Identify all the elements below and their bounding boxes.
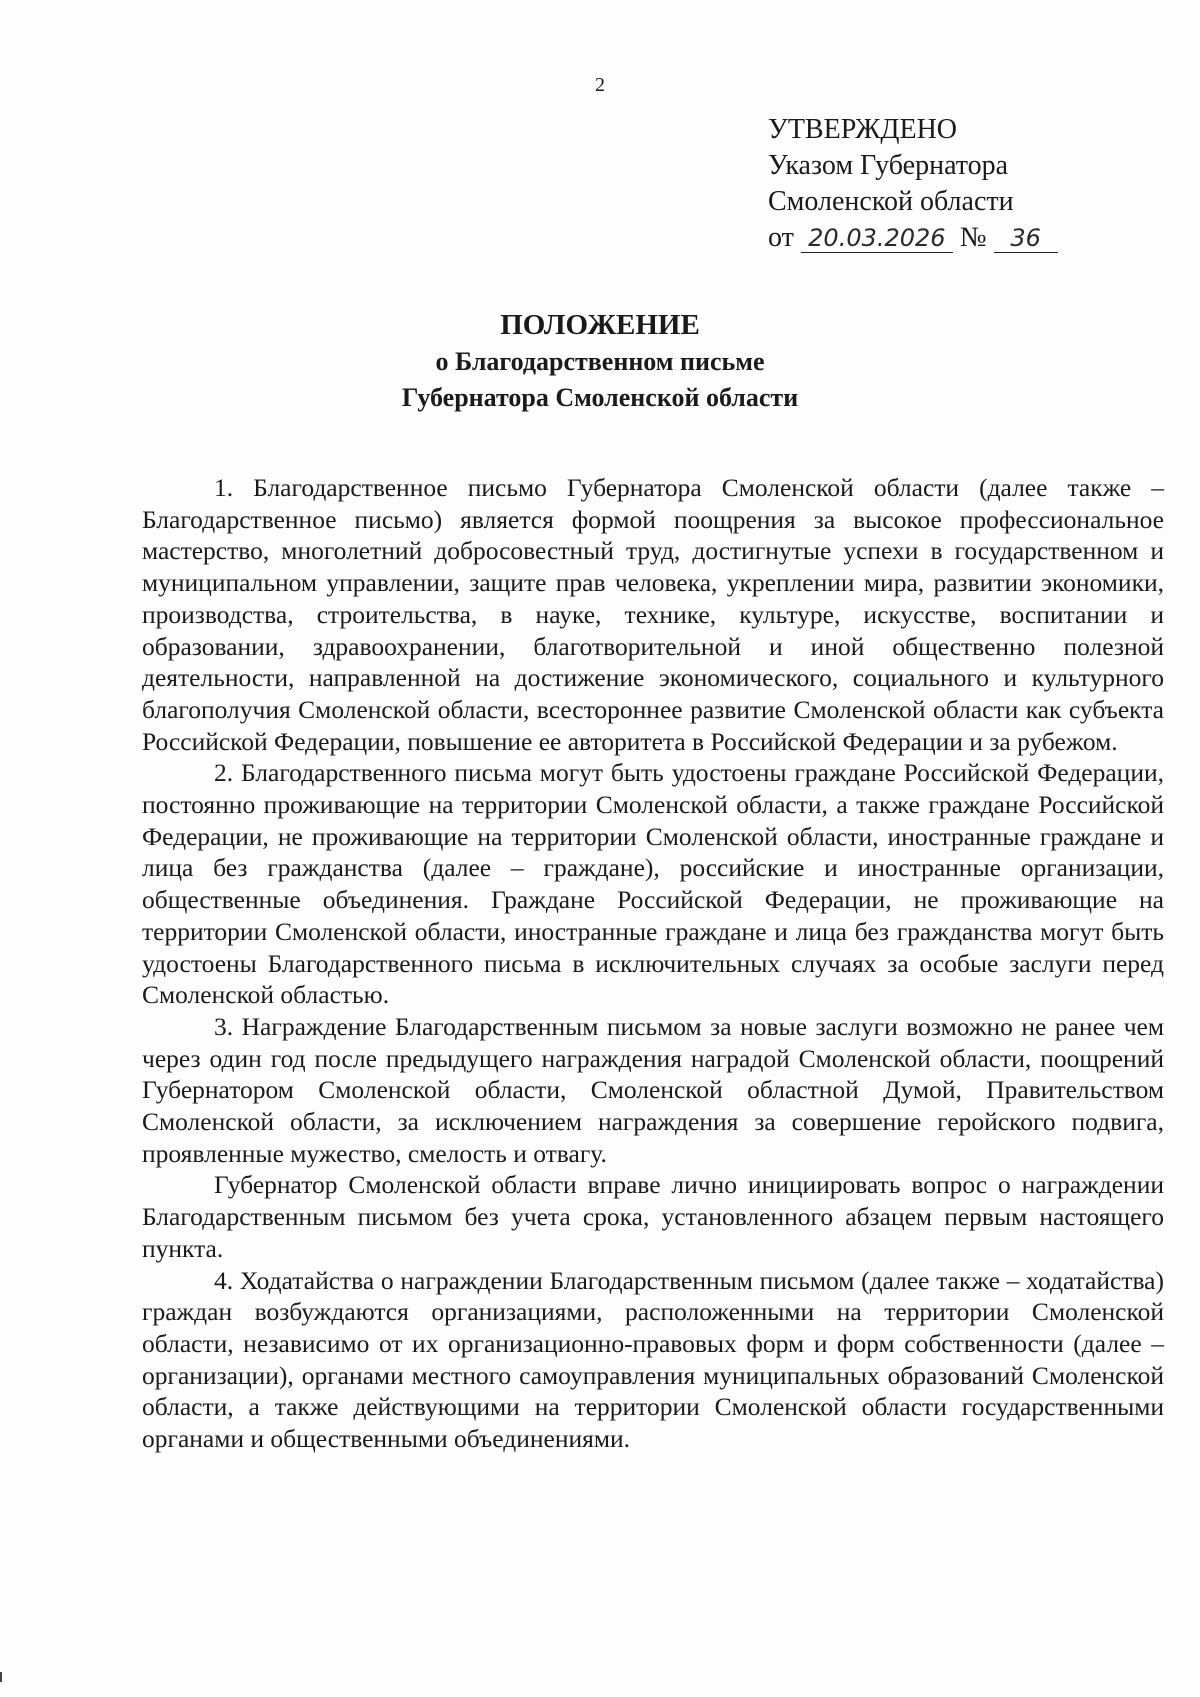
approval-decree-line: Указом Губернатора <box>768 150 1009 181</box>
document-title: ПОЛОЖЕНИЕ <box>500 309 700 341</box>
approval-region-line: Смоленской области <box>768 186 1014 217</box>
document-subtitle-line-2: Губернатора Смоленской области <box>401 383 799 412</box>
date-prefix: от <box>768 222 794 253</box>
paragraph-4: 4. Ходатайства о награждении Благодарственным письмом (далее также – ходатайства) граждан возбуждаются организациями, расположенными на территории Смоленской области, независимо от их организационно-правовых форм и форм собственности (далее – организации), органами местного самоуправления муниципальных образований Смоленской области, а также действующими на территории Смоленской области государственными органами и общественными объединениями. <box>142 1265 1164 1454</box>
handwritten-number: 36 <box>994 224 1058 253</box>
document-subtitle-line-1: о Благодарственном письме <box>435 347 765 376</box>
page-number: 2 <box>595 74 605 96</box>
document-title-block <box>0 306 1200 416</box>
paragraph-3-addendum: Губернатор Смоленской области вправе лично инициировать вопрос о награждении Благодарственным письмом без учета срока, установленного абзацем первым настоящего пункта. <box>142 1170 1164 1263</box>
paragraph-3: 3. Награждение Благодарственным письмом за новые заслуги возможно не ранее чем через один год после предыдущего награждения наградой Смоленской области, поощрений Губернатором Смоленской области, Смоленской областной Думой, Правительством Смоленской области, за исключением награждения за совершение геройского подвига, проявленные мужество, смелость и отвагу. <box>142 1011 1164 1168</box>
approval-date-line <box>768 220 1058 256</box>
paragraph-2: 2. Благодарственного письма могут быть удостоены граждане Российской Федерации, постоянно проживающие на территории Смоленской области, а также граждане Российской Федерации, не проживающие на территории Смоленской области, иностранные граждане и лица без гражданства (далее – граждане), российские и иностранные организации, общественные объединения. Граждане Российской Федерации, не проживающие на территории Смоленской области, иностранные граждане и лица без гражданства могут быть удостоены Благодарственного письма в исключительных случаях за особые заслуги перед Смоленской областью. <box>142 758 1164 1010</box>
number-sign: № <box>959 222 987 253</box>
document-body <box>142 472 1164 1455</box>
paragraph-1: 1. Благодарственное письмо Губернатора Смоленской области (далее также – Благодарственное письмо) является формой поощрения за высокое профессиональное мастерство, многолетний добросовестный труд, достигнутые успехи в государственном и муниципальном управлении, защите прав человека, укреплении мира, развитии экономики, производства, строительства, в науке, технике, культуре, искусстве, воспитании и образовании, здравоохранении, благотворительной и иной общественно полезной деятельности, направленной на достижение экономического, социального и культурного благополучия Смоленской области, всестороннее развитие Смоленской области как субъекта Российской Федерации, повышение ее авторитета в Российской Федерации и за рубежом. <box>142 473 1164 756</box>
approval-heading: УТВЕРЖДЕНО <box>768 114 958 145</box>
approval-stamp-block <box>768 112 1058 256</box>
scan-margin-mark <box>0 1672 10 1682</box>
handwritten-date: 20.03.2026 <box>801 224 953 253</box>
